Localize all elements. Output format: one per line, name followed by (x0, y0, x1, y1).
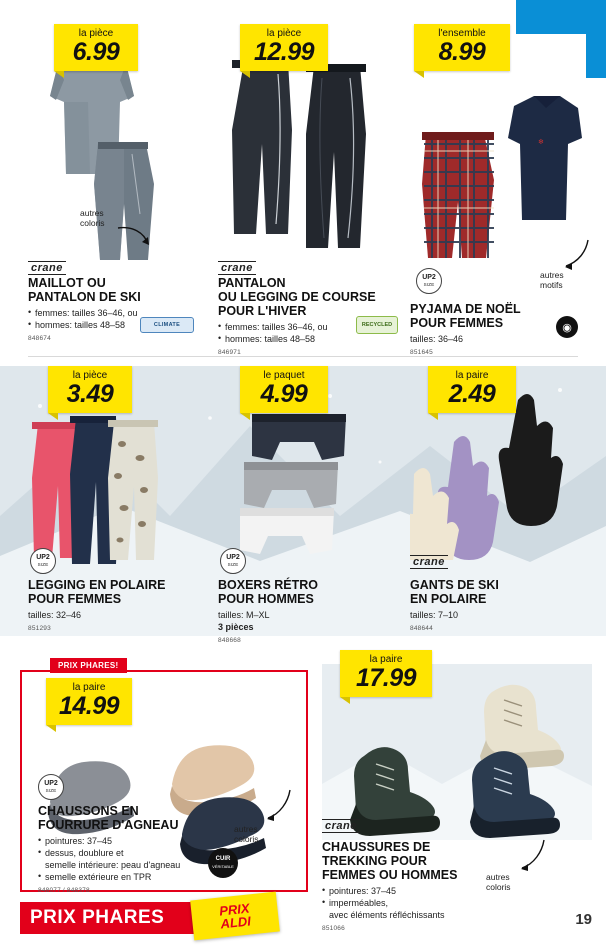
brand-logo-wrap (322, 816, 360, 834)
climate-badge-label: CLIMATE (153, 322, 181, 328)
product-title (322, 840, 512, 882)
price-unit: la pièce (266, 28, 302, 39)
price-flag (428, 366, 516, 413)
price-value: 14.99 (58, 692, 120, 720)
up2size-badge-icon (38, 774, 64, 800)
badge-sub-text: SIZE (45, 788, 57, 793)
spec-item: • femmes: tailles 36–46, ou (218, 321, 398, 333)
annotation-autres-coloris (486, 872, 511, 892)
product-title (28, 578, 204, 606)
price-value: 8.99 (438, 38, 486, 66)
product-title (410, 578, 586, 606)
price-unit: la pièce (72, 370, 108, 381)
article-number: 848077 / 848378 (38, 887, 90, 894)
article-number: 848674 (28, 335, 51, 342)
title-line-2: POUR FEMMES (410, 316, 504, 330)
annotation-line1: autres (540, 270, 564, 280)
badge-sub-text: SIZE (423, 282, 435, 287)
annotation-line1: autres (234, 824, 258, 834)
price-flag (48, 366, 132, 413)
annotation-line2: coloris (80, 218, 105, 228)
article-number: 848668 (218, 637, 241, 644)
crane-logo: crane (322, 819, 360, 833)
product-specs (28, 609, 204, 621)
arrow-icon (560, 238, 592, 272)
badge-main-text: UP2 (44, 780, 58, 787)
title-line-1: CHAUSSONS EN (38, 804, 139, 818)
price-value: 12.99 (253, 38, 315, 66)
wool-badge-icon (556, 316, 578, 338)
annotation-autres-motifs (540, 270, 564, 290)
price-value: 2.49 (448, 380, 496, 408)
product-title (38, 804, 248, 832)
annotation-line1: autres (486, 872, 510, 882)
price-value: 17.99 (355, 664, 417, 692)
product-title (218, 578, 394, 606)
annotation-line2: motifs (540, 280, 563, 290)
product-specs (322, 885, 512, 921)
article-number: 851645 (410, 349, 433, 356)
spec-item: • pointures: 37–45 (322, 885, 512, 897)
product-text (410, 578, 586, 632)
title-line-3: POUR L'HIVER (218, 304, 307, 318)
product-specs (410, 609, 586, 621)
title-line-1: CHAUSSURES DE (322, 840, 431, 854)
article-number: 851066 (322, 925, 345, 932)
recycled-badge-label: RECYCLED (361, 322, 393, 328)
spec-item: • hommes: tailles 48–58 (28, 319, 198, 331)
annotation-line2: coloris (486, 882, 511, 892)
prix-aldi-line1: PRIX (218, 900, 251, 919)
badge-sub-text: VÉRITABLE (212, 864, 234, 869)
page-number: 19 (575, 911, 592, 928)
title-line-2: OU LEGGING DE COURSE (218, 290, 376, 304)
spec-item: • dessus, doublure et (38, 847, 248, 859)
title-line-1: PANTALON (218, 276, 286, 290)
badge-sub-text: SIZE (227, 562, 239, 567)
badge-main-text: UP2 (226, 554, 240, 561)
title-line-1: PYJAMA DE NOËL (410, 302, 521, 316)
price-flag (54, 24, 138, 71)
row-divider (28, 356, 578, 357)
arrow-icon (116, 224, 154, 252)
price-value: 4.99 (260, 380, 308, 408)
product-card-maillot-ski[interactable] (28, 24, 198, 342)
price-unit: la paire (72, 682, 106, 693)
spec-item: • femmes: tailles 36–46, ou (28, 307, 198, 319)
climate-badge-icon (140, 317, 194, 333)
spec-item: tailles: 32–46 (28, 610, 82, 620)
promo-label: PRIX PHARES! (50, 658, 127, 673)
svg-text:❄: ❄ (538, 139, 544, 146)
title-line-1: MAILLOT OU (28, 276, 106, 290)
title-line-1: BOXERS RÉTRO (218, 578, 319, 592)
spec-item: tailles: 7–10 (410, 610, 459, 620)
article-number: 846971 (218, 349, 241, 356)
price-flag (340, 650, 432, 697)
product-title (218, 276, 398, 318)
arrow-icon (514, 836, 548, 872)
prix-aldi-badge (190, 892, 280, 941)
badge-sub-text: SIZE (37, 562, 49, 567)
title-line-2: EN POLAIRE (410, 592, 487, 606)
price-unit: le paquet (263, 370, 305, 381)
title-line-3: FEMMES OU HOMMES (322, 868, 458, 882)
title-line-2: FOURRURE D'AGNEAU (38, 818, 179, 832)
cuir-veritable-badge-icon (208, 848, 238, 878)
product-text (218, 578, 394, 644)
badge-glyph: ◉ (562, 321, 572, 334)
product-text (28, 578, 204, 632)
up2size-badge-icon (220, 548, 246, 574)
price-value: 6.99 (72, 38, 120, 66)
spec-highlight: 3 pièces (218, 622, 254, 632)
spec-item: • semelle extérieure en TPR (38, 871, 248, 883)
title-line-1: LEGGING EN POLAIRE (28, 578, 166, 592)
price-flag (46, 678, 132, 725)
spec-item: tailles: 36–46 (410, 334, 464, 344)
product-card-legging-polaire[interactable] (28, 366, 204, 632)
product-card-boxers-retro[interactable] (218, 366, 394, 644)
product-specs (218, 609, 394, 633)
annotation-autres-coloris (80, 208, 105, 228)
product-text (322, 840, 512, 932)
badge-main-text: CUIR (215, 856, 231, 862)
spec-item: tailles: M–XL (218, 610, 270, 620)
brand-logo-wrap (218, 258, 256, 276)
product-card-gants-ski[interactable] (410, 366, 586, 632)
price-unit: l'ensemble (438, 28, 486, 39)
article-number: 848644 (410, 625, 433, 632)
badge-main-text: UP2 (36, 554, 50, 561)
product-title (28, 276, 198, 304)
brand-logo-wrap (410, 552, 448, 570)
price-unit: la paire (455, 370, 489, 381)
brand-logo-wrap (28, 258, 66, 276)
promo-box-chaussons[interactable] (20, 661, 308, 894)
product-card-pyjama-noel[interactable] (410, 24, 586, 356)
title-line-2: PANTALON DE SKI (28, 290, 141, 304)
price-flag (414, 24, 510, 71)
crane-logo: crane (218, 261, 256, 275)
title-line-1: GANTS DE SKI (410, 578, 499, 592)
arrow-icon (260, 786, 294, 822)
price-unit: la pièce (78, 28, 114, 39)
spec-item-cont: avec éléments réfléchissants (329, 910, 445, 920)
price-value: 3.49 (66, 380, 114, 408)
price-unit: la paire (369, 654, 403, 665)
title-line-2: TREKKING POUR (322, 854, 427, 868)
spec-item: • pointures: 37–45 (38, 835, 248, 847)
prix-phares-label: PRIX PHARES (30, 907, 165, 928)
up2size-badge-icon (416, 268, 442, 294)
price-flag (240, 24, 328, 71)
crane-logo: crane (28, 261, 66, 275)
price-flag (240, 366, 328, 413)
article-number: 851293 (28, 625, 51, 632)
crane-logo: crane (410, 555, 448, 569)
annotation-line2: coloris (234, 834, 259, 844)
spec-item: • imperméables, (322, 897, 512, 909)
up2size-badge-icon (30, 548, 56, 574)
annotation-line1: autres (80, 208, 104, 218)
title-line-2: POUR HOMMES (218, 592, 314, 606)
spec-item-cont: semelle intérieure: peau d'agneau (45, 860, 181, 870)
recycled-badge-icon (356, 316, 398, 334)
product-card-pantalon-course[interactable] (218, 24, 393, 356)
badge-main-text: UP2 (422, 274, 436, 281)
spec-item: • hommes: tailles 48–58 (218, 333, 398, 345)
prix-aldi-line2: ALDI (219, 913, 252, 932)
title-line-2: POUR FEMMES (28, 592, 122, 606)
